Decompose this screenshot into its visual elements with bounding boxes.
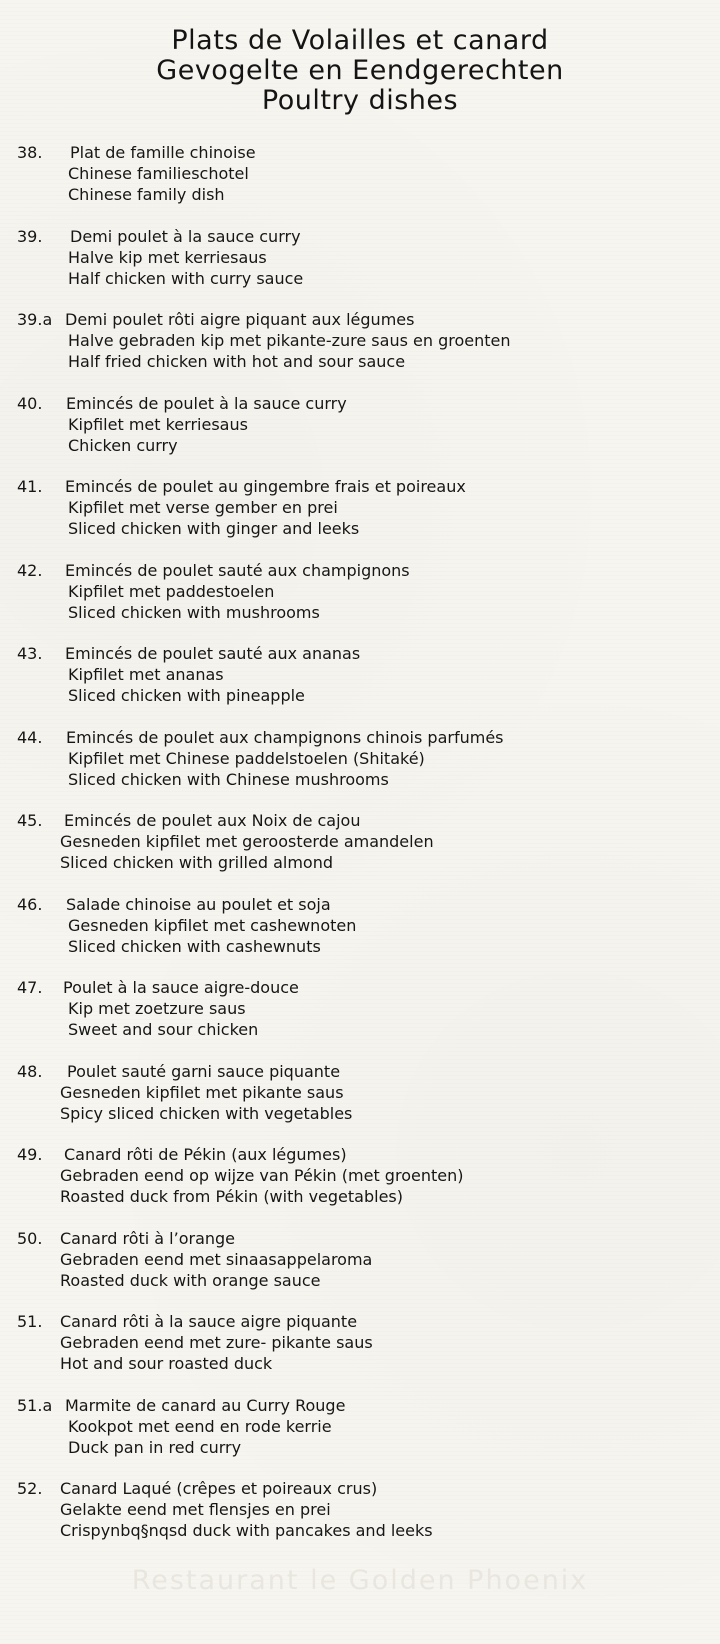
- dish-number: 50.: [17, 1228, 43, 1248]
- dish-name-dutch: Gebraden eend met zure- pikante saus: [60, 1333, 373, 1352]
- menu-header: [0, 26, 720, 116]
- dish-item: [0, 643, 720, 727]
- dish-item: [0, 1395, 720, 1479]
- dish-item: [0, 977, 720, 1061]
- title-dutch: Gevogelte en Eendgerechten: [156, 55, 564, 86]
- dish-name-english: Hot and sour roasted duck: [60, 1354, 273, 1373]
- dish-name-english: Crispynbq§nqsd duck with pancakes and leeks: [60, 1521, 433, 1540]
- dish-item: [0, 727, 720, 811]
- dish-name-dutch: Kipfilet met verse gember en prei: [68, 498, 338, 517]
- dish-name-dutch: Gebraden eend op wijze van Pékin (met groenten): [60, 1166, 464, 1185]
- dish-name-french: Emincés de poulet sauté aux champignons: [65, 560, 410, 580]
- dish-name-english: Roasted duck from Pékin (with vegetables): [60, 1187, 403, 1206]
- dish-number: 46.: [17, 894, 43, 914]
- dish-number: 38.: [17, 143, 43, 162]
- dish-name-english: Half chicken with curry sauce: [68, 268, 304, 288]
- dish-name-french: Emincés de poulet au gingembre frais et poireaux: [65, 477, 466, 496]
- dish-number: 42.: [17, 560, 43, 580]
- dish-name-french: Plat de famille chinoise: [70, 143, 256, 162]
- dish-name-english: Duck pan in red curry: [68, 1437, 242, 1457]
- dish-name-dutch: Gebraden eend met sinaasappelaroma: [60, 1249, 373, 1269]
- dish-item: [0, 810, 720, 894]
- dish-name-french: Canard rôti de Pékin (aux légumes): [64, 1145, 347, 1164]
- dish-item: [0, 1144, 720, 1228]
- dish-name-english: Sliced chicken with grilled almond: [60, 853, 333, 872]
- dish-list: [0, 142, 720, 1562]
- dish-name-french: Emincés de poulet sauté aux ananas: [65, 644, 361, 663]
- dish-name-english: Spicy sliced chicken with vegetables: [60, 1103, 353, 1123]
- dish-name-dutch: Halve gebraden kip met pikante-zure saus en groenten: [68, 331, 511, 350]
- dish-name-dutch: Kip met zoetzure saus: [68, 999, 246, 1018]
- dish-name-french: Canard rôti à la sauce aigre piquante: [60, 1312, 358, 1331]
- dish-name-dutch: Kipfilet met Chinese paddelstoelen (Shitaké): [68, 748, 425, 768]
- dish-number: 39.: [17, 226, 43, 246]
- dish-name-dutch: Chinese familieschotel: [68, 164, 249, 183]
- dish-number: 44.: [17, 727, 43, 747]
- dish-number: 40.: [17, 393, 43, 413]
- dish-item: [0, 1228, 720, 1312]
- dish-number: 49.: [17, 1145, 43, 1164]
- dish-name-dutch: Gesneden kipfilet met pikante saus: [60, 1082, 344, 1102]
- dish-name-dutch: Halve kip met kerriesaus: [68, 247, 267, 267]
- dish-name-english: Sliced chicken with ginger and leeks: [68, 519, 360, 538]
- dish-name-english: Half fried chicken with hot and sour sauce: [68, 352, 406, 371]
- dish-name-english: Sliced chicken with cashewnuts: [68, 936, 321, 956]
- dish-name-french: Emincés de poulet à la sauce curry: [66, 393, 347, 413]
- dish-name-french: Canard rôti à l’orange: [60, 1228, 236, 1248]
- dish-name-french: Marmite de canard au Curry Rouge: [65, 1395, 346, 1415]
- dish-name-english: Chicken curry: [68, 435, 178, 455]
- dish-number: 43.: [17, 644, 43, 663]
- title-french: Plats de Volailles et canard: [171, 25, 549, 56]
- dish-name-english: Sliced chicken with Chinese mushrooms: [68, 769, 389, 789]
- dish-number: 48.: [17, 1061, 43, 1081]
- dish-name-french: Poulet à la sauce aigre-douce: [63, 978, 299, 997]
- dish-item: [0, 1311, 720, 1395]
- dish-item: [0, 894, 720, 978]
- dish-item: [0, 560, 720, 644]
- dish-item: [0, 1478, 720, 1562]
- dish-name-dutch: Kipfilet met kerriesaus: [68, 414, 248, 434]
- dish-item: [0, 142, 720, 226]
- dish-name-dutch: Gesneden kipfilet met cashewnoten: [68, 915, 357, 935]
- dish-number: 41.: [17, 477, 43, 496]
- dish-name-dutch: Kookpot met eend en rode kerrie: [68, 1416, 332, 1436]
- dish-name-french: Salade chinoise au poulet et soja: [66, 894, 331, 914]
- dish-number: 39.a: [17, 310, 53, 329]
- restaurant-watermark: Restaurant le Golden Phoenix: [131, 1565, 589, 1596]
- title-english: Poultry dishes: [261, 85, 459, 116]
- dish-item: [0, 476, 720, 560]
- dish-name-dutch: Kipfilet met paddestoelen: [68, 581, 275, 601]
- dish-number: 52.: [17, 1479, 43, 1498]
- dish-name-english: Roasted duck with orange sauce: [60, 1270, 321, 1290]
- dish-name-dutch: Kipfilet met ananas: [68, 665, 224, 684]
- dish-name-english: Sliced chicken with mushrooms: [68, 602, 320, 622]
- dish-name-dutch: Gelakte eend met flensjes en prei: [60, 1500, 331, 1519]
- dish-name-french: Emincés de poulet aux champignons chinois parfumés: [66, 727, 504, 747]
- dish-name-english: Sweet and sour chicken: [68, 1020, 259, 1039]
- dish-name-english: Sliced chicken with pineapple: [68, 686, 305, 705]
- dish-name-french: Emincés de poulet aux Noix de cajou: [64, 811, 361, 830]
- dish-number: 45.: [17, 811, 43, 830]
- dish-name-english: Chinese family dish: [68, 185, 225, 204]
- dish-item: [0, 226, 720, 310]
- dish-item: [0, 1061, 720, 1145]
- dish-item: [0, 309, 720, 393]
- dish-item: [0, 393, 720, 477]
- dish-name-french: Poulet sauté garni sauce piquante: [67, 1061, 341, 1081]
- dish-name-dutch: Gesneden kipfilet met geroosterde amandelen: [60, 832, 434, 851]
- dish-number: 47.: [17, 978, 43, 997]
- dish-name-french: Canard Laqué (crêpes et poireaux crus): [60, 1479, 378, 1498]
- dish-number: 51.a: [17, 1395, 53, 1415]
- dish-name-french: Demi poulet rôti aigre piquant aux légumes: [65, 310, 415, 329]
- dish-number: 51.: [17, 1312, 43, 1331]
- dish-name-french: Demi poulet à la sauce curry: [70, 226, 301, 246]
